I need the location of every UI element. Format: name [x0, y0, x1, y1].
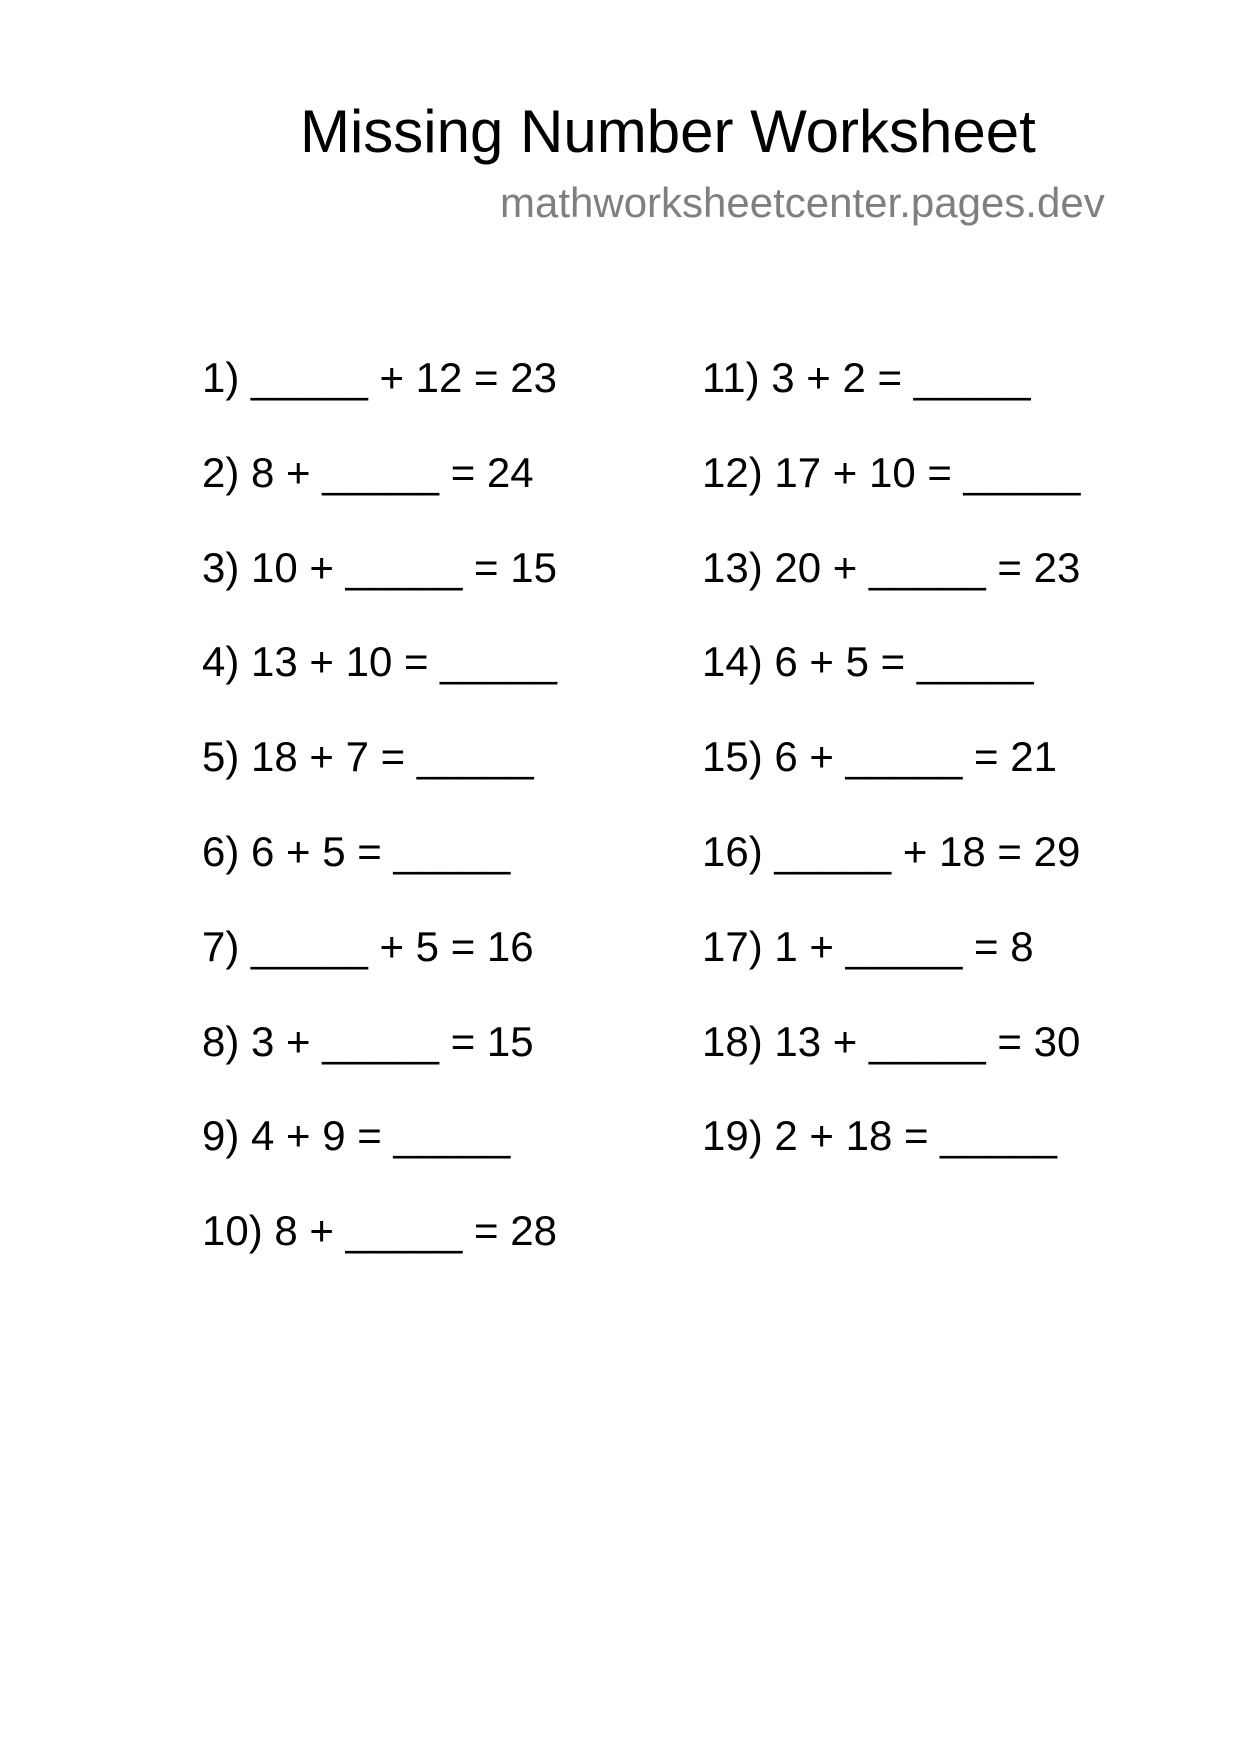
- problem-1: 1) _____ + 12 = 23: [202, 354, 557, 401]
- problem-5: 5) 18 + 7 = _____: [202, 733, 534, 781]
- problem-11: 11) 3 + 2 = _____: [702, 354, 1031, 401]
- problem-13: 13) 20 + _____ = 23: [702, 543, 1081, 591]
- problem-12: 12) 17 + 10 = _____: [702, 448, 1081, 496]
- problem-7: 7) _____ + 5 = 16: [202, 922, 534, 970]
- problem-3: 3) 10 + _____ = 15: [202, 543, 557, 591]
- problem-19: 19) 2 + 18 = _____: [702, 1112, 1057, 1160]
- problem-4: 4) 13 + 10 = _____: [202, 638, 557, 686]
- worksheet-title: Missing Number Worksheet: [300, 98, 1036, 165]
- problem-column-right: [702, 350, 1080, 1203]
- problem-15: 15) 6 + _____ = 21: [702, 733, 1057, 781]
- problem-17: 17) 1 + _____ = 8: [702, 922, 1034, 970]
- problem-column-left: [202, 350, 557, 1298]
- problem-8: 8) 3 + _____ = 15: [202, 1017, 534, 1065]
- problem-9: 9) 4 + 9 = _____: [202, 1112, 511, 1160]
- problem-16: 16) _____ + 18 = 29: [702, 827, 1081, 875]
- problem-2: 2) 8 + _____ = 24: [202, 448, 534, 496]
- worksheet-source-url: mathworksheetcenter.pages.dev: [500, 179, 1105, 226]
- problem-14: 14) 6 + 5 = _____: [702, 638, 1034, 686]
- problem-18: 18) 13 + _____ = 30: [702, 1017, 1081, 1065]
- problem-6: 6) 6 + 5 = _____: [202, 827, 511, 875]
- problem-10: 10) 8 + _____ = 28: [202, 1207, 557, 1255]
